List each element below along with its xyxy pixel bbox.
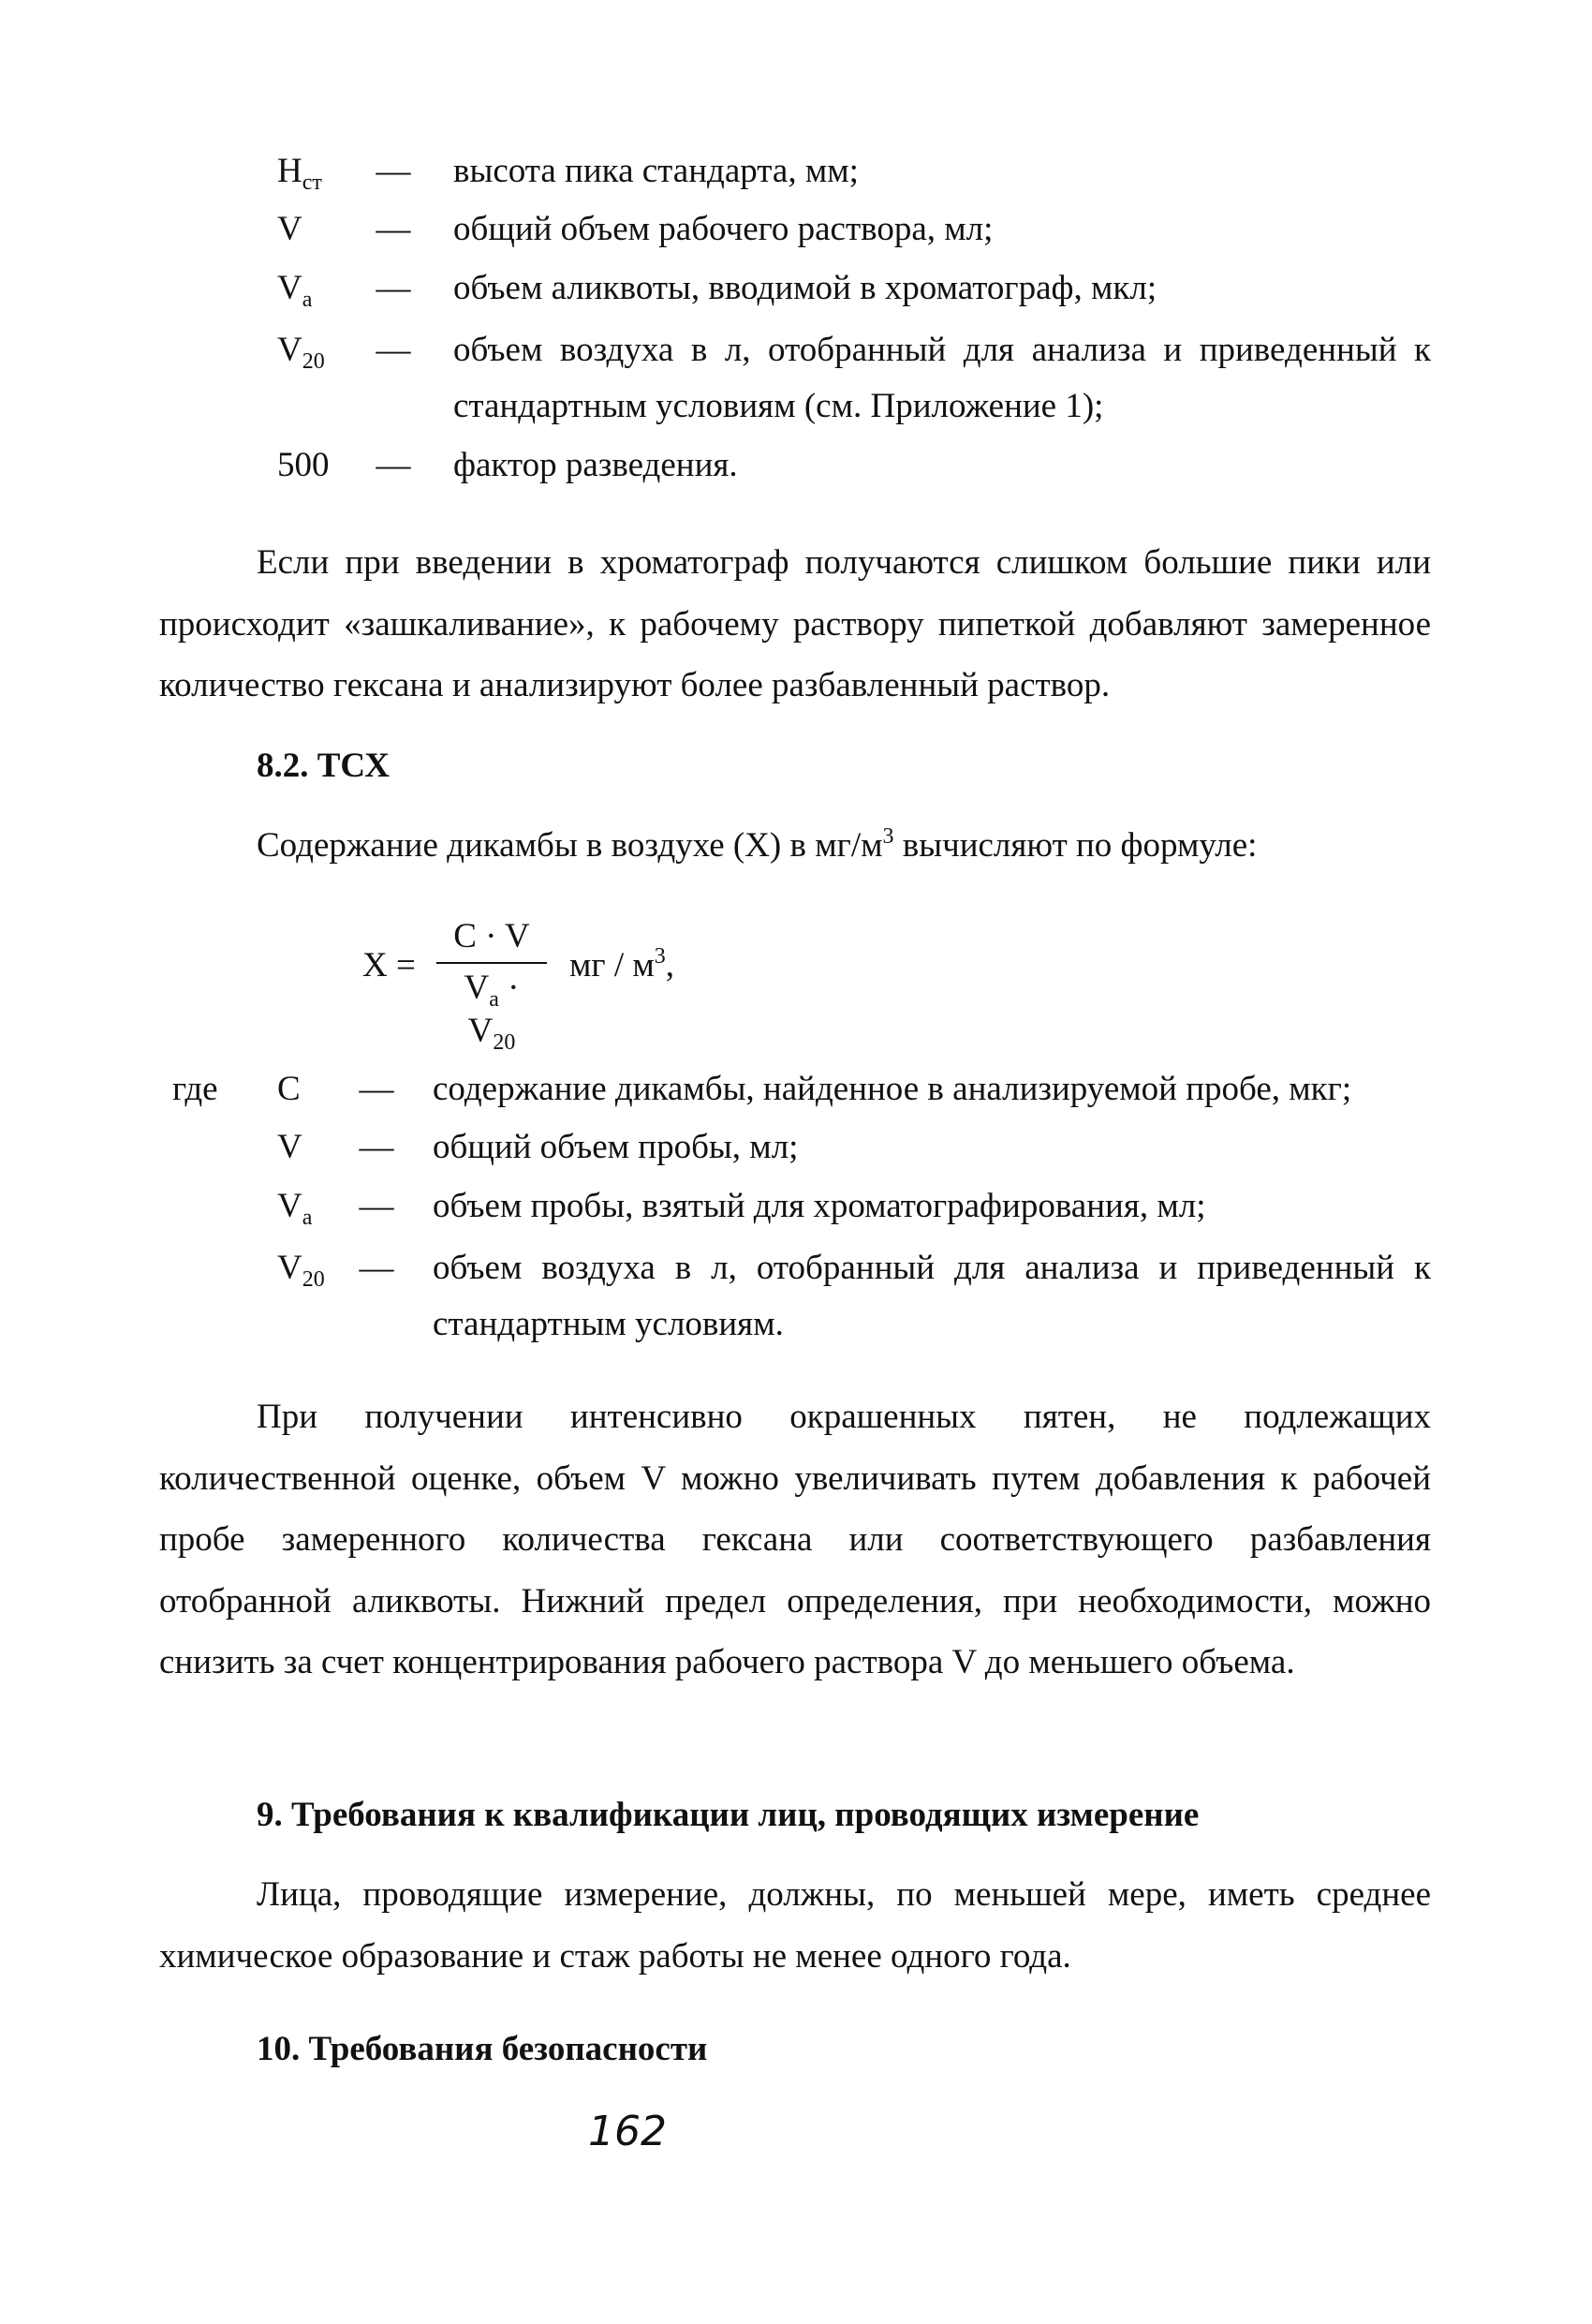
paragraph-intense-spots: При получении интенсивно окрашенных пятен, не подлежащих количественной оценке, объем V можно увеличивать путем добавления к рабочей пробе замеренного количества гексана или соответствующего разбавления отобранной аликвоты. Нижний предел определения, при необходимости, можно снизить за счет концентрирования рабочего раствора V до меньшего объема. bbox=[159, 1398, 1431, 1681]
def-dash: — bbox=[376, 152, 411, 190]
def-text: объем воздуха в л, отобранный для анализа и приведенный к bbox=[433, 1249, 1431, 1287]
def-text: объем аликвоты, вводимой в хроматограф, мкл; bbox=[453, 269, 1157, 307]
def-dash: — bbox=[376, 269, 411, 307]
def-symbol: $V_{20}$ bbox=[277, 331, 325, 374]
def-dash: — bbox=[359, 1187, 394, 1225]
def-text: содержание дикамбы, найденное в анализируемой пробе, мкг; bbox=[433, 1070, 1352, 1108]
section-heading-9: 9. Требования к квалификации лиц, проводящих измерение bbox=[257, 1796, 1200, 1834]
def-dash: — bbox=[376, 210, 411, 248]
def-symbol: $H_{ст}$ bbox=[277, 152, 322, 195]
def-symbol: $V_а$ bbox=[277, 269, 313, 312]
def-symbol: $V_а$ bbox=[277, 1187, 313, 1230]
section-heading-10: 10. Требования безопасности bbox=[257, 2030, 708, 2068]
fraction-bar bbox=[436, 962, 547, 964]
def-text-continuation: стандартным условиям (см. Приложение 1); bbox=[453, 387, 1104, 425]
formula-unit: мг / $м^3$, bbox=[569, 944, 675, 984]
def-symbol: V bbox=[277, 1128, 302, 1166]
def-text-continuation: стандартным условиям. bbox=[433, 1305, 784, 1343]
def-dash: — bbox=[359, 1128, 394, 1166]
formula-denominator: $V_а \cdot V_{20}$ bbox=[464, 969, 520, 1055]
def-dash: — bbox=[359, 1249, 394, 1287]
section-heading-8-2: 8.2. ТСХ bbox=[257, 747, 390, 785]
def-text: объем воздуха в л, отобранный для анализа и приведенный к bbox=[453, 331, 1431, 369]
def-symbol: V bbox=[277, 210, 302, 248]
paragraph-dilution: Если при введении в хроматограф получаются слишком большие пики или происходит «зашкаливание», к рабочему раствору пипеткой добавляют замеренное количество гексана и анализируют более разбавленный раствор. bbox=[159, 543, 1431, 704]
def-dash: — bbox=[359, 1070, 394, 1108]
def-text: общий объем пробы, мл; bbox=[433, 1128, 799, 1166]
formula-intro: Содержание дикамбы в воздухе (X) в $мг/м^3$ вычисляют по формуле: bbox=[257, 824, 1258, 865]
def-symbol: C bbox=[277, 1070, 301, 1108]
page-number: 162 bbox=[588, 2108, 667, 2155]
formula-numerator: C · V bbox=[453, 917, 530, 955]
def-symbol: $V_{20}$ bbox=[277, 1249, 325, 1292]
def-text: объем пробы, взятый для хроматографирования, мл; bbox=[433, 1187, 1206, 1225]
def-dash: — bbox=[376, 331, 411, 369]
def-dash: — bbox=[376, 446, 411, 484]
def-symbol: 500 bbox=[277, 446, 330, 484]
paragraph-qualification: Лица, проводящие измерение, должны, по меньшей мере, иметь среднее химическое образование и стаж работы не менее одного года. bbox=[159, 1875, 1431, 1976]
formula-lhs: X = bbox=[362, 946, 416, 984]
def-text: высота пика стандарта, мм; bbox=[453, 152, 859, 190]
where-label: где bbox=[172, 1070, 218, 1108]
def-text: фактор разведения. bbox=[453, 446, 738, 484]
def-text: общий объем рабочего раствора, мл; bbox=[453, 210, 994, 248]
